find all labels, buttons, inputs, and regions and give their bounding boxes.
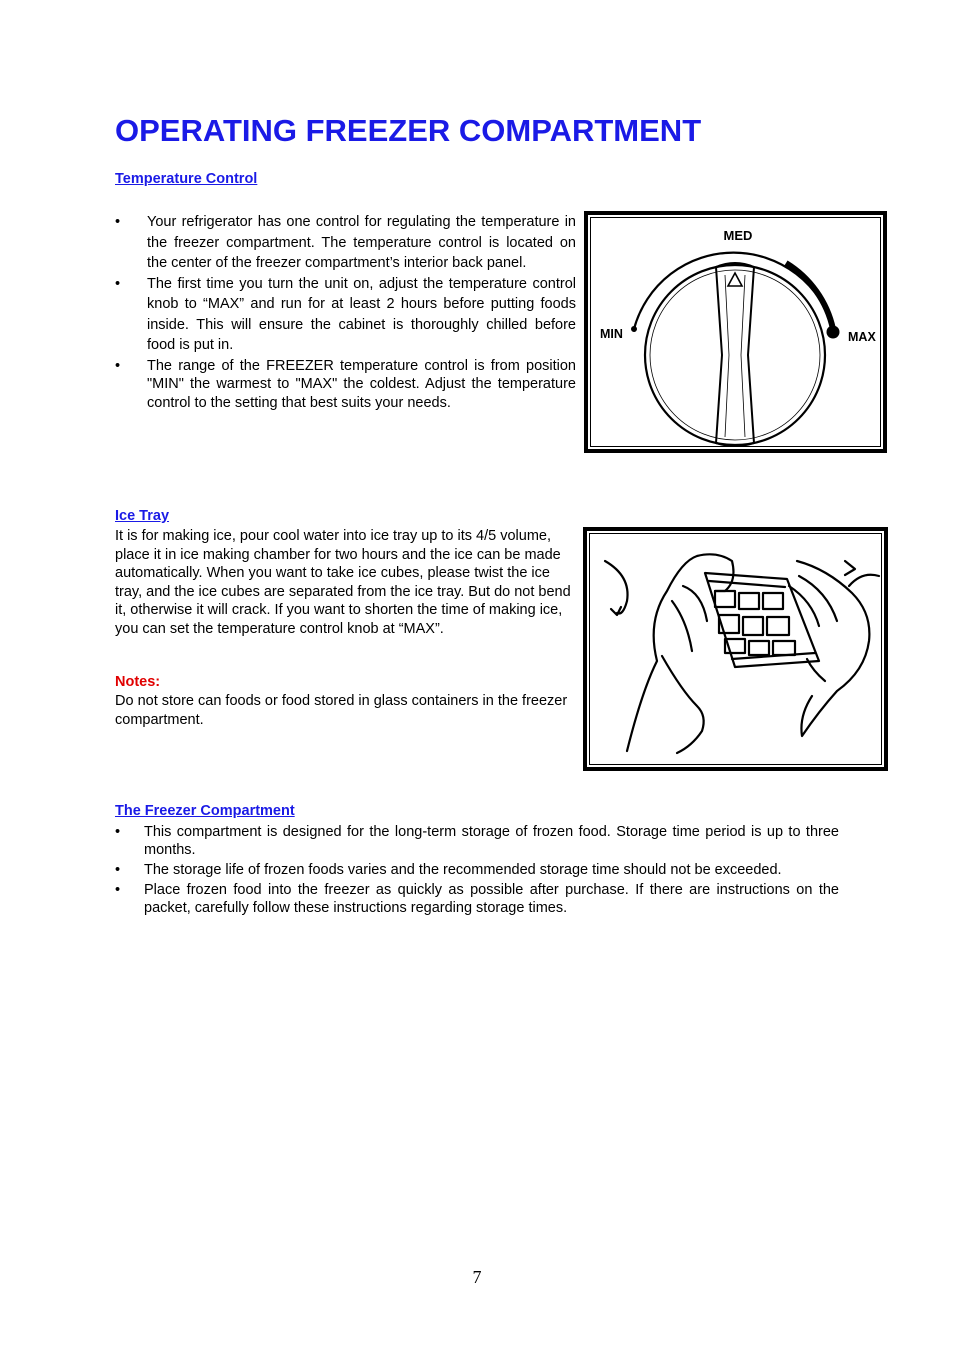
bullet-text: The first time you turn the unit on, adjust the temperature control knob to “MAX” and run for at least 2 hours before putting foods inside. This will ensure the cabinet is thoroughly chilled before food is put in.	[147, 275, 576, 353]
notes-heading: Notes:	[115, 674, 161, 690]
left-twist-arrow	[605, 561, 628, 614]
freezer-compartment-list	[115, 823, 839, 919]
list-item	[115, 212, 576, 274]
bullet-glyph: •	[115, 214, 121, 230]
dial-min-dot	[631, 326, 637, 332]
dial-knob-outline	[645, 265, 825, 445]
dial-label-min: MIN	[600, 327, 623, 341]
list-item	[115, 861, 839, 879]
list-item	[115, 823, 839, 859]
page-number: 7	[472, 1267, 482, 1287]
bullet-glyph: •	[115, 882, 121, 898]
notes-body: Do not store can foods or food stored in glass containers in the freezer compartment.	[115, 693, 568, 728]
list-item	[115, 881, 839, 917]
ice-tray-twist-illustration	[587, 531, 884, 767]
right-hand	[797, 561, 869, 736]
bullet-glyph: •	[115, 862, 121, 878]
temperature-dial-figure	[584, 211, 887, 453]
dial-knob-inner-ring	[650, 270, 820, 440]
ice-tray-heading: Ice Tray	[115, 508, 170, 524]
dial-label-med: MED	[723, 228, 753, 243]
bullet-text: Your refrigerator has one control for regulating the temperature in the freezer compartment. The temperature control is located on the center of the freezer compartment’s interior back panel.	[147, 214, 576, 271]
ice-tray-figure	[583, 527, 888, 771]
ice-tray-body: It is for making ice, pour cool water into ice tray up to its 4/5 volume, place it in ice making chamber for two hours and the ice can be made automatically. When you want to take ice cubes, please twist the ice tray, and the ice cubes are separated from the ice tray. But do not bend it, otherwise it will crack. If you want to shorten the time of making ice, you can set the temperature control knob at “MAX”.	[115, 528, 571, 637]
dial-pointer-triangle	[728, 273, 742, 286]
dial-label-max: MAX	[848, 330, 876, 344]
dial-grip-bar	[716, 263, 754, 446]
page-title: OPERATING FREEZER COMPARTMENT	[115, 113, 702, 148]
dial-max-dot	[827, 326, 840, 339]
bullet-text: The storage life of frozen foods varies and the recommended storage time should not be exceeded.	[144, 862, 782, 878]
bullet-text: Place frozen food into the freezer as quickly as possible after purchase. If there are instructions on the packet, carefully follow these instructions regarding storage times.	[144, 882, 839, 916]
list-item	[115, 357, 576, 413]
temperature-control-heading: Temperature Control	[115, 171, 258, 187]
bullet-text: This compartment is designed for the long-term storage of frozen food. Storage time period is up to three months.	[144, 824, 839, 858]
bullet-glyph: •	[115, 824, 121, 840]
bullet-glyph: •	[115, 275, 121, 292]
temperature-dial-illustration	[588, 215, 883, 449]
freezer-compartment-heading: The Freezer Compartment	[115, 803, 295, 819]
left-hand	[627, 554, 733, 751]
list-item	[115, 274, 576, 356]
bullet-text: The range of the FREEZER temperature control is from position "MIN" the warmest to "MAX" the coldest. Adjust the temperature control to the setting that best suits your needs.	[147, 357, 576, 411]
temperature-control-list	[115, 212, 576, 412]
bullet-glyph: •	[115, 357, 121, 374]
